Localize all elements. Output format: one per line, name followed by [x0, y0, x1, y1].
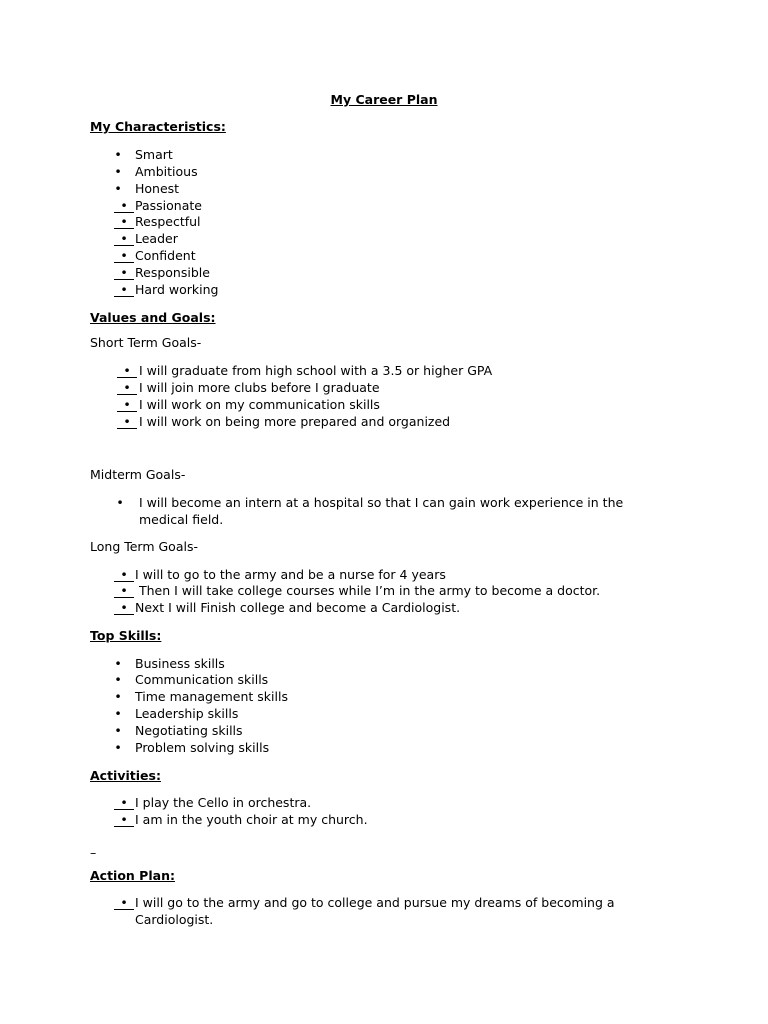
top-skills-heading: Top Skills:	[90, 628, 162, 643]
bullet-icon: •	[114, 706, 122, 721]
long-term-goal: Next I will Finish college and become a Cardiologist.	[135, 600, 461, 615]
skill-item: Problem solving skills	[135, 740, 270, 755]
bullet-icon: •	[112, 583, 136, 599]
skill-item: Leadership skills	[135, 706, 239, 721]
bullet-icon: •	[112, 600, 136, 616]
long-term-goal: Then I will take college courses while I’m in the army to become a doctor.	[139, 583, 601, 598]
bullet-icon: •	[112, 795, 136, 811]
activity-item: I am in the youth choir at my church.	[135, 812, 368, 827]
skill-item: Negotiating skills	[135, 723, 243, 738]
bullet-icon: •	[114, 672, 122, 687]
action-plan-heading: Action Plan:	[90, 868, 175, 883]
bullet-icon: •	[114, 689, 122, 704]
short-term-goal: I will graduate from high school with a 3.5 or higher GPA	[139, 363, 493, 378]
characteristic-item: Passionate	[135, 198, 202, 213]
skill-item: Time management skills	[135, 689, 288, 704]
action-plan-line2: Cardiologist.	[135, 912, 214, 927]
bullet-icon: •	[112, 282, 136, 298]
bullet-icon: •	[112, 812, 136, 828]
characteristic-item: Honest	[135, 181, 180, 196]
short-term-goal: I will work on being more prepared and organized	[139, 414, 451, 429]
characteristic-item: Responsible	[135, 265, 210, 280]
characteristic-item: Smart	[135, 147, 173, 162]
short-term-label: Short Term Goals-	[90, 335, 202, 350]
characteristics-heading: My Characteristics:	[90, 119, 226, 134]
bullet-icon: •	[112, 198, 136, 214]
short-term-goal: I will work on my communication skills	[139, 397, 380, 412]
bullet-icon: •	[115, 363, 139, 379]
characteristic-item: Leader	[135, 231, 178, 246]
bullet-icon: •	[112, 231, 136, 247]
characteristic-item: Hard working	[135, 282, 219, 297]
short-term-goal: I will join more clubs before I graduate	[139, 380, 380, 395]
bullet-icon: •	[112, 895, 136, 911]
bullet-icon: •	[115, 380, 139, 396]
bullet-icon: •	[114, 164, 122, 179]
page-title: My Career Plan	[330, 92, 438, 107]
activity-item: I play the Cello in orchestra.	[135, 795, 312, 810]
dash-mark: –	[90, 845, 97, 860]
bullet-icon: •	[114, 723, 122, 738]
bullet-icon: •	[112, 567, 136, 583]
bullet-icon: •	[112, 248, 136, 264]
bullet-icon: •	[114, 656, 122, 671]
bullet-icon: •	[112, 265, 136, 281]
action-plan-line1: I will go to the army and go to college and pursue my dreams of becoming a	[135, 895, 615, 910]
midterm-goal-line2: medical field.	[139, 512, 224, 527]
characteristic-item: Confident	[135, 248, 196, 263]
values-goals-heading: Values and Goals:	[90, 310, 216, 325]
bullet-icon: •	[114, 181, 122, 196]
skill-item: Communication skills	[135, 672, 269, 687]
midterm-label: Midterm Goals-	[90, 467, 186, 482]
activities-heading: Activities:	[90, 768, 161, 783]
long-term-goal: I will to go to the army and be a nurse for 4 years	[135, 567, 446, 582]
midterm-goal-line1: I will become an intern at a hospital so that I can gain work experience in the	[139, 495, 624, 510]
bullet-icon: •	[116, 495, 124, 510]
bullet-icon: •	[112, 214, 136, 230]
bullet-icon: •	[115, 397, 139, 413]
skill-item: Business skills	[135, 656, 225, 671]
long-term-label: Long Term Goals-	[90, 539, 198, 554]
bullet-icon: •	[114, 740, 122, 755]
bullet-icon: •	[114, 147, 122, 162]
characteristic-item: Ambitious	[135, 164, 198, 179]
bullet-icon: •	[115, 414, 139, 430]
characteristic-item: Respectful	[135, 214, 201, 229]
